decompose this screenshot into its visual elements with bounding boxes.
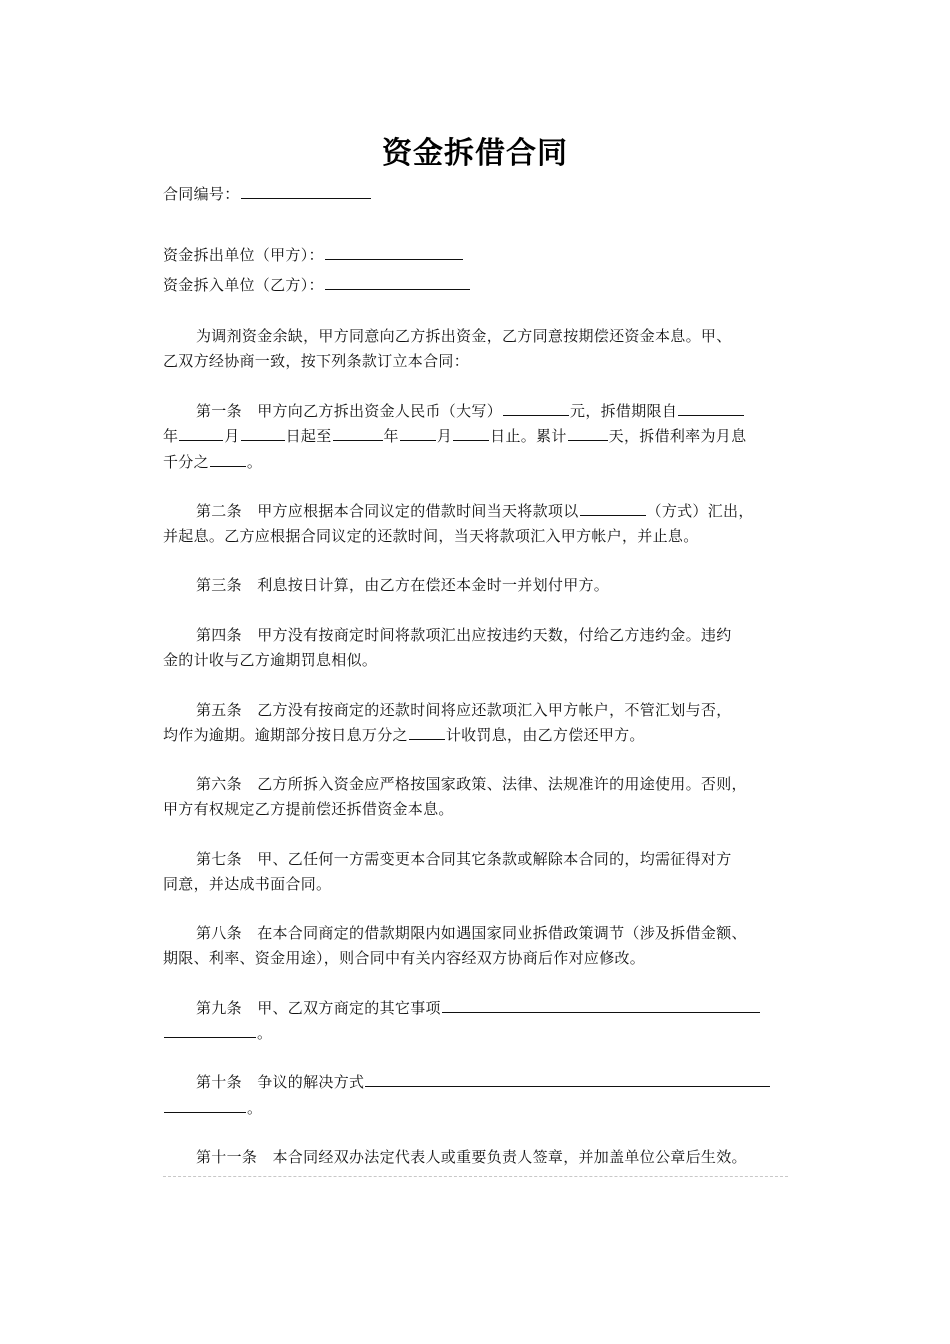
- article-1-text-k: 。: [246, 453, 263, 471]
- article-9-line-1: [196, 998, 761, 1018]
- article-10-line-1: [196, 1072, 771, 1092]
- article-1-text-b: 元，拆借期限自: [570, 402, 678, 420]
- article-1-month-label-2: 月: [436, 427, 453, 445]
- article-10-end: 。: [247, 1099, 263, 1117]
- article-4-line-1: 第四条 甲方没有按商定时间将款项汇出应按违约天数，付给乙方违约金。违约: [196, 626, 732, 644]
- contract-number-blank: [241, 184, 371, 199]
- article-5-text-b: 计收罚息，由乙方偿还甲方。: [445, 726, 645, 744]
- document-title: 资金拆借合同: [382, 136, 568, 171]
- other-matters-blank-2: [164, 1023, 256, 1038]
- start-day-blank: [241, 426, 285, 441]
- article-1-line-1: [196, 401, 745, 421]
- remit-method-blank: [580, 501, 646, 516]
- article-2-text-a: 第二条 甲方应根据本合同议定的借款时间当天将款项以: [196, 502, 579, 520]
- article-1-line-2: [163, 426, 746, 446]
- article-6-line-2: 甲方有权规定乙方提前偿还拆借资金本息。: [163, 800, 454, 818]
- article-7-line-1: 第七条 甲、乙任何一方需变更本合同其它条款或解除本合同的，均需征得对方: [196, 850, 732, 868]
- start-year-blank: [678, 401, 744, 416]
- article-8-line-1: 第八条 在本合同商定的借款期限内如遇国家同业拆借政策调节（涉及拆借金额、: [196, 924, 747, 942]
- article-9-end: 。: [257, 1024, 273, 1042]
- article-3-line: 第三条 利息按日计算，由乙方在偿还本金时一并划付甲方。: [196, 576, 610, 594]
- preamble-line-2: 乙双方经协商一致，按下列条款订立本合同：: [163, 352, 470, 370]
- article-10-text: 第十条 争议的解决方式: [196, 1073, 365, 1091]
- interest-rate-blank: [210, 452, 246, 467]
- lender-line: [163, 245, 464, 265]
- dispute-resolution-blank-2: [164, 1098, 246, 1113]
- article-9-line-2: [163, 1023, 272, 1043]
- article-1-month-label: 月: [224, 427, 240, 445]
- article-1-year-label: 年: [163, 427, 179, 445]
- article-7-line-2: 同意，并达成书面合同。: [163, 875, 332, 893]
- article-2-text-b: （方式）汇出，: [646, 502, 754, 520]
- borrower-line: [163, 275, 471, 295]
- article-5-text-a: 均作为逾期。逾期部分按日息万分之: [163, 726, 408, 744]
- borrower-label: 资金拆入单位（乙方）：: [163, 276, 324, 294]
- article-1-text-h: 日止。累计: [490, 427, 567, 445]
- end-year-blank: [333, 426, 383, 441]
- penalty-rate-blank: [409, 725, 445, 740]
- article-1-year-label-2: 年: [383, 427, 399, 445]
- lender-blank: [325, 245, 463, 260]
- preamble-line-1: 为调剂资金余缺，甲方同意向乙方拆出资金，乙方同意按期偿还资金本息。甲、: [196, 327, 732, 345]
- article-2-line-1: [196, 501, 754, 521]
- article-5-line-2: [163, 725, 645, 745]
- article-11-line: 第十一条 本合同经双办法定代表人或重要负责人签章，并加盖单位公章后生效。: [196, 1148, 747, 1166]
- start-month-blank: [179, 426, 223, 441]
- contract-number-line: [163, 184, 372, 204]
- article-1-text-a: 第一条 甲方向乙方拆出资金人民币（大写）: [196, 402, 503, 420]
- article-9-text: 第九条 甲、乙双方商定的其它事项: [196, 999, 441, 1017]
- article-1-text-e: 日起至: [285, 427, 332, 445]
- end-day-blank: [453, 426, 489, 441]
- article-1-line-3: [163, 452, 262, 472]
- total-days-blank: [568, 426, 608, 441]
- article-5-line-1: 第五条 乙方没有按商定的还款时间将应还款项汇入甲方帐户，不管汇划与否，: [196, 701, 732, 719]
- article-1-text-j: 千分之: [163, 453, 209, 471]
- article-4-line-2: 金的计收与乙方逾期罚息相似。: [163, 651, 378, 669]
- article-6-line-1: 第六条 乙方所拆入资金应严格按国家政策、法律、法规准许的用途使用。否则，: [196, 775, 747, 793]
- article-10-line-2: [163, 1098, 262, 1118]
- end-month-blank: [400, 426, 436, 441]
- article-2-line-2: 并起息。乙方应根据合同议定的还款时间，当天将款项汇入甲方帐户，并止息。: [163, 527, 699, 545]
- dispute-resolution-blank: [365, 1072, 770, 1087]
- contract-number-label: 合同编号：: [163, 185, 240, 203]
- amount-blank: [503, 401, 569, 416]
- borrower-blank: [325, 275, 470, 290]
- page-break-divider: [163, 1176, 788, 1177]
- article-1-text-i: 天，拆借利率为月息: [608, 427, 747, 445]
- lender-label: 资金拆出单位（甲方）：: [163, 246, 324, 264]
- other-matters-blank: [442, 998, 760, 1013]
- article-8-line-2: 期限、利率、资金用途），则合同中有关内容经双方协商后作对应修改。: [163, 949, 646, 967]
